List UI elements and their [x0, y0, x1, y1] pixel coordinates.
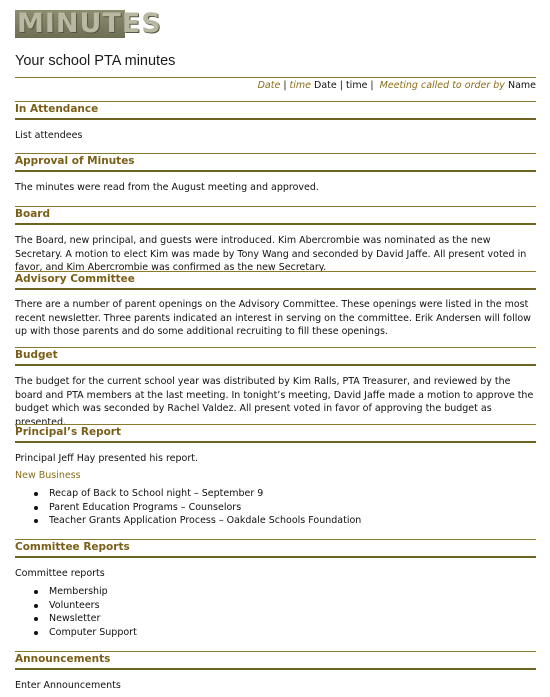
attendance-text[interactable]: List attendees	[15, 130, 83, 141]
list-item-text: Recap of Back to School night – September 9	[49, 488, 264, 499]
time-label: time	[289, 80, 311, 91]
approval-text[interactable]: The minutes were read from the August meeting and approved.	[15, 182, 319, 193]
called-to-order-label: Meeting called to order by	[379, 80, 505, 91]
list-item[interactable]	[15, 501, 361, 515]
section-budget-heading	[15, 347, 536, 366]
principal-text[interactable]: Principal Jeff Hay presented his report.	[15, 453, 198, 464]
committee-list	[15, 585, 137, 639]
section-heading-text: Principal’s Report	[15, 426, 121, 438]
section-heading-text: Budget	[15, 349, 58, 361]
title-divider	[15, 77, 536, 78]
section-committee-heading	[15, 539, 536, 558]
bullet-icon	[34, 631, 38, 635]
list-item-text: Newsletter	[49, 613, 101, 625]
bullet-icon	[34, 506, 38, 510]
section-heading-text: Announcements	[15, 653, 111, 665]
section-approval-heading	[15, 153, 536, 172]
section-advisory-heading	[15, 271, 536, 290]
list-item[interactable]	[15, 599, 137, 613]
announcements-text[interactable]: Enter Announcements	[15, 680, 121, 691]
list-item[interactable]	[15, 585, 137, 599]
list-item-text: Teacher Grants Application Process – Oakdale Schools Foundation	[49, 515, 362, 527]
list-item-text: Volunteers	[49, 599, 100, 611]
minutes-logo	[15, 8, 162, 39]
page-title: Your school PTA minutes	[15, 53, 176, 69]
list-item-text: Parent Education Programs – Counselors	[49, 501, 242, 513]
date-label: Date	[257, 80, 281, 91]
section-heading-text: Committee Reports	[15, 541, 130, 553]
committee-text[interactable]: Committee reports	[15, 568, 105, 579]
list-item-text: Computer Support	[49, 626, 137, 638]
logo-text: MINUTES	[17, 8, 162, 39]
section-heading-text: Advisory Committee	[15, 273, 135, 285]
bullet-icon	[34, 519, 38, 523]
list-item-text: Membership	[49, 586, 108, 597]
new-business-subheading: New Business	[15, 470, 81, 481]
section-announcements-heading	[15, 651, 536, 670]
bullet-icon	[34, 604, 38, 608]
new-business-list	[15, 487, 361, 528]
list-item[interactable]	[15, 514, 361, 528]
section-heading-text: Approval of Minutes	[15, 155, 135, 167]
time-value[interactable]: time	[345, 80, 368, 91]
date-value[interactable]: Date	[314, 80, 337, 91]
bullet-icon	[34, 590, 38, 594]
section-principal-heading	[15, 424, 536, 443]
bullet-icon	[34, 492, 38, 496]
list-item[interactable]	[15, 626, 137, 640]
called-to-order-name[interactable]: Name	[507, 80, 536, 91]
board-text[interactable]: The Board, new principal, and guests were introduced. Kim Abercrombie was nominated as the new Secretary. A motion to elect Kim was made by Tony Wang and seconded by David Jaffe. All present voted in favor, and Kim Abercrombie was confirmed as the new Secretary.	[15, 235, 527, 273]
budget-text[interactable]: The budget for the current school year was distributed by Kim Ralls, PTA Treasurer, and reviewed by the board and PTA members at the last meeting. In tonight’s meeting, David Jaffe made a motion to approve the budget which was seconded by Rachel Valdez. All present voted in favor of approving the budget as presented.	[15, 376, 534, 428]
section-attendance-heading	[15, 101, 536, 120]
bullet-icon	[34, 617, 38, 621]
section-heading-text: In Attendance	[15, 103, 99, 115]
advisory-text[interactable]: There are a number of parent openings on the Advisory Committee. These openings were listed in the most recent newsletter. Three parents indicated an interest in serving on the committee. Erik Andersen will follow up with those parents and do some additional recruiting to fill these openings.	[15, 299, 531, 337]
list-item[interactable]	[15, 487, 361, 501]
section-board-heading	[15, 206, 536, 225]
meeting-meta: Date | time Date | time | Meeting called to order by Name	[257, 80, 536, 91]
section-heading-text: Board	[15, 208, 50, 220]
list-item[interactable]	[15, 612, 137, 626]
